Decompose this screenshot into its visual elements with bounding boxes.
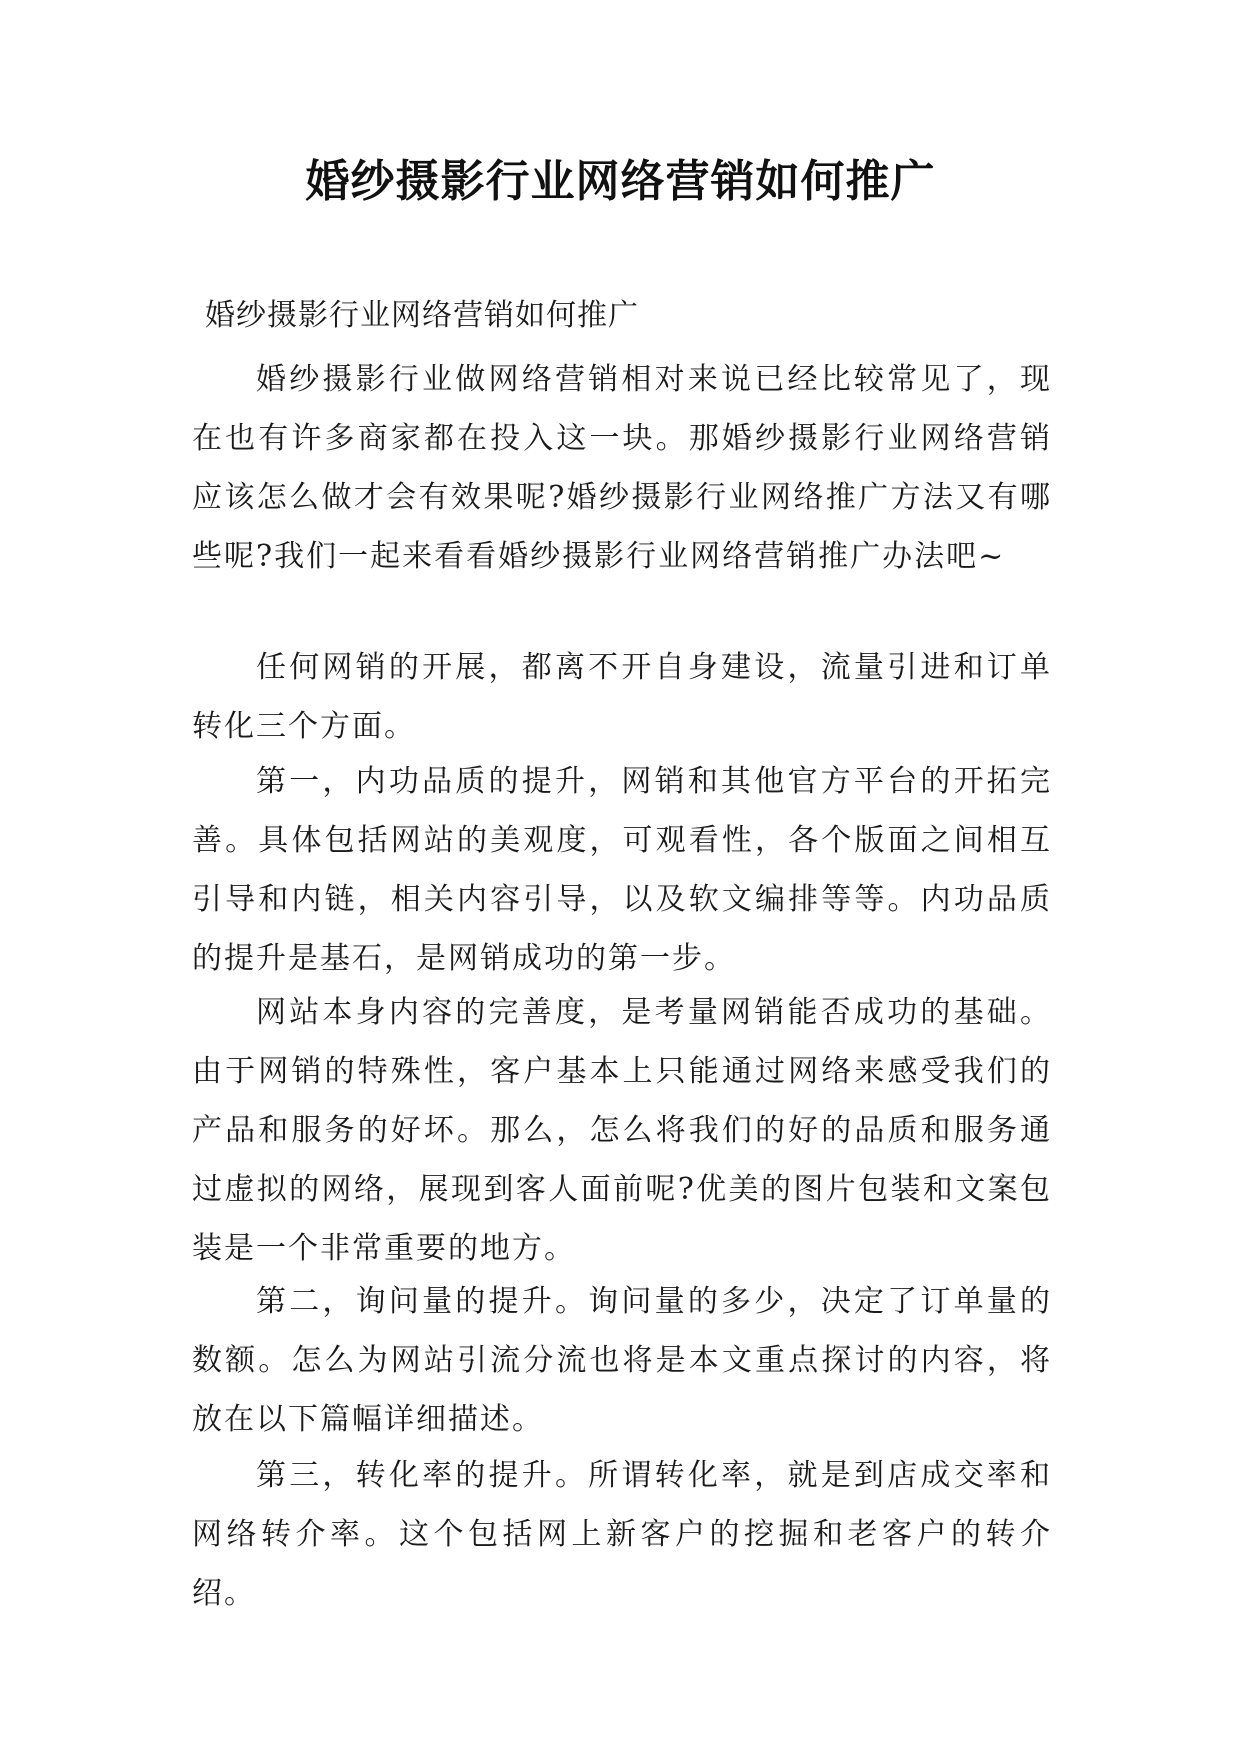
paragraph-overview: 任何网销的开展，都离不开自身建设，流量引进和订单转化三个方面。 (192, 650, 1052, 744)
document-subtitle: 婚纱摄影行业网络营销如何推广 (205, 298, 639, 333)
paragraph-second-point: 第二，询问量的提升。询问量的多少，决定了订单量的数额。怎么为网站引流分流也将是本文重点探讨的内容，将放在以下篇幅详细描述。 (192, 1284, 1052, 1437)
paragraph-website-content: 网站本身内容的完善度，是考量网销能否成功的基础。由于网销的特殊性，客户基本上只能通过网络来感受我们的产品和服务的好坏。那么，怎么将我们的好的品质和服务通过虚拟的网络，展现到客人面前呢?优美的图片包装和文案包装是一个非常重要的地方。 (192, 995, 1052, 1266)
paragraph-third-point: 第三，转化率的提升。所谓转化率，就是到店成交率和网络转介率。这个包括网上新客户的挖掘和老客户的转介绍。 (192, 1458, 1052, 1611)
document-title: 婚纱摄影行业网络营销如何推广 (305, 156, 936, 207)
paragraph-intro: 婚纱摄影行业做网络营销相对来说已经比较常见了，现在也有许多商家都在投入这一块。那婚纱摄影行业网络营销应该怎么做才会有效果呢?婚纱摄影行业网络推广方法又有哪些呢?我们一起来看看婚纱摄影行业网络营销推广办法吧~ (192, 362, 1052, 574)
paragraph-first-point: 第一，内功品质的提升，网销和其他官方平台的开拓完善。具体包括网站的美观度，可观看性，各个版面之间相互引导和内链，相关内容引导，以及软文编排等等。内功品质的提升是基石，是网销成功的第一步。 (192, 764, 1052, 976)
